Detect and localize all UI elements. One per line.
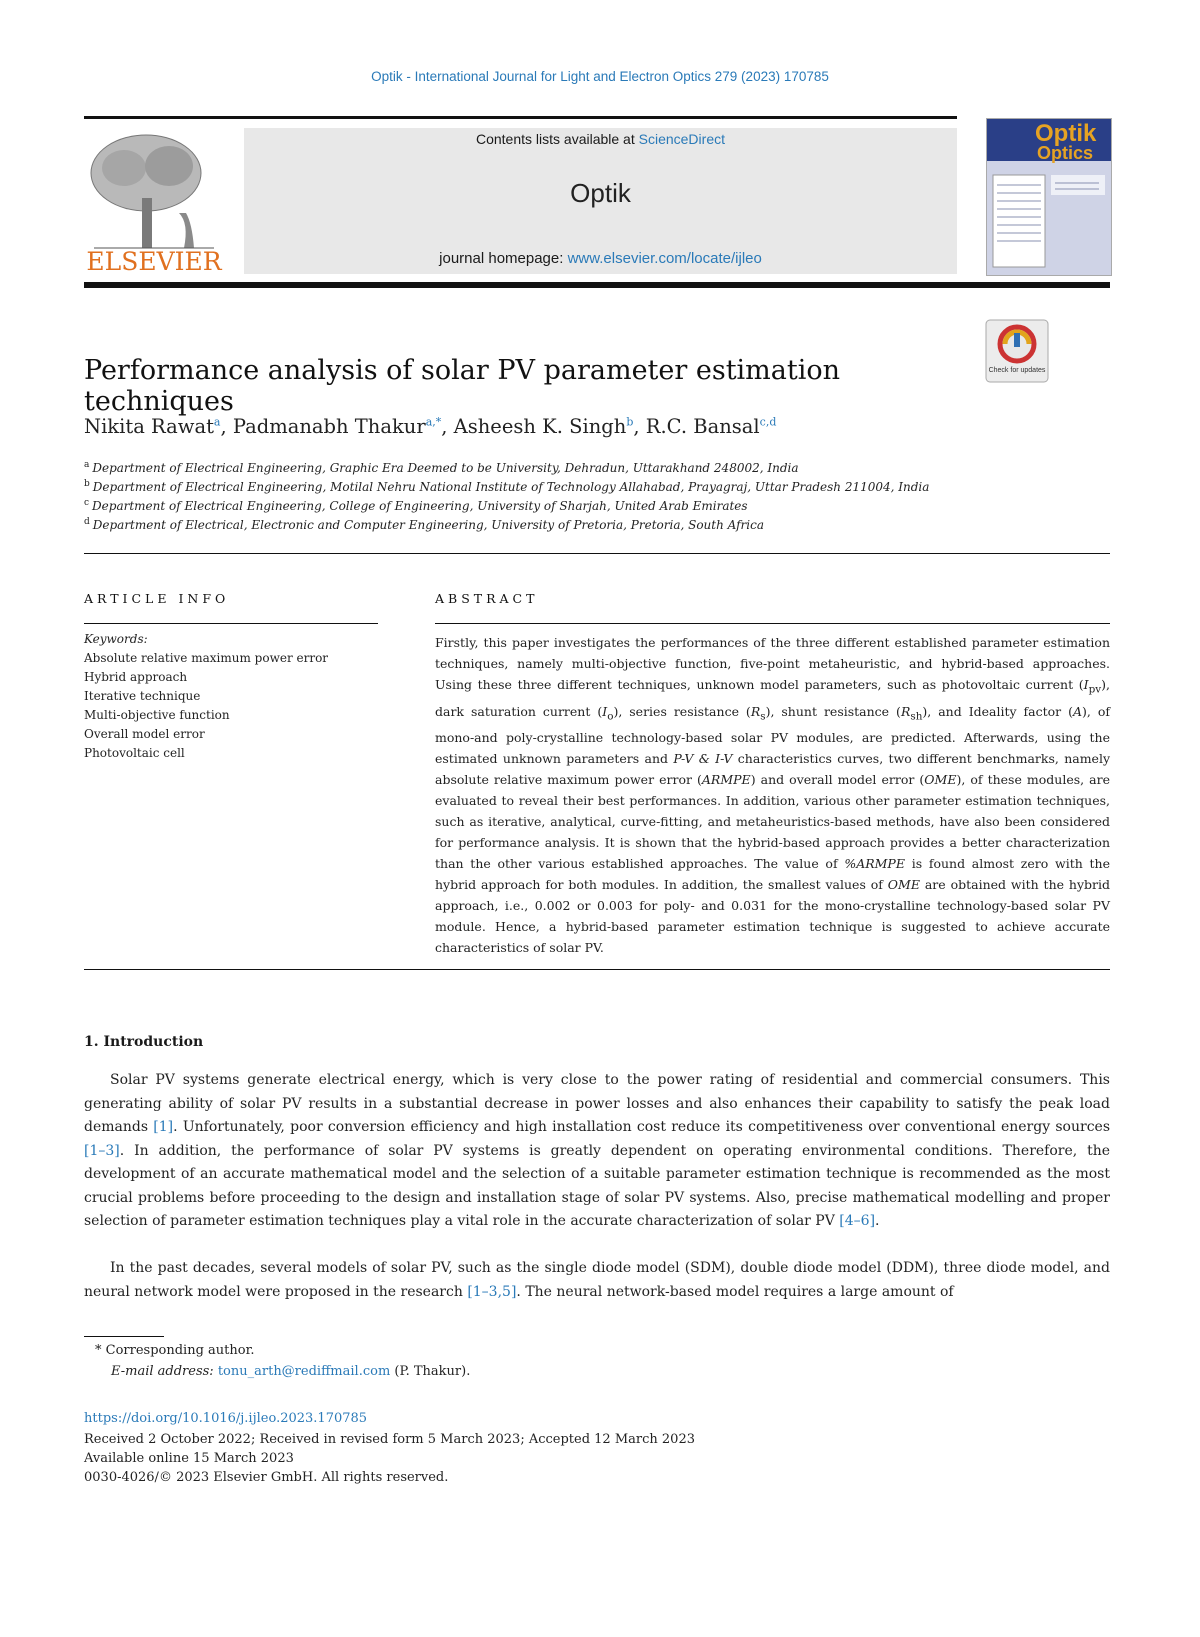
sciencedirect-link[interactable]: ScienceDirect <box>638 131 725 147</box>
keyword: Photovoltaic cell <box>84 746 185 760</box>
abstract-heading: ABSTRACT <box>435 591 539 606</box>
header-rule-bottom <box>84 282 1110 288</box>
keywords-label: Keywords: <box>84 632 148 646</box>
affiliation-mark: c <box>84 498 90 508</box>
divider <box>84 969 1110 970</box>
affiliation <box>84 498 748 513</box>
email-link[interactable]: tonu_arth@rediffmail.com <box>217 1364 391 1379</box>
badge-text: Check for updates <box>988 367 1046 374</box>
divider <box>84 553 1110 554</box>
affiliation-text: Department of Electrical Engineering, Motilal Nehru National Institute of Technology Allahabad, Prayagraj, Uttar Pradesh 211004, India <box>92 480 930 494</box>
doi-line <box>84 1411 367 1426</box>
journal-title: Optik <box>570 178 631 208</box>
footnote-rule <box>84 1336 164 1337</box>
homepage-prefix: journal homepage: <box>439 250 568 267</box>
available-line: Available online 15 March 2023 <box>84 1451 294 1466</box>
keyword: Overall model error <box>84 727 205 741</box>
received-line: Received 2 October 2022; Received in revised form 5 March 2023; Accepted 12 March 2023 <box>84 1432 695 1447</box>
author-list: Nikita Rawat$^a$, Padmanabh Thakur$^{a,*}$, Asheesh K. Singh$^b$, R.C. Bansal$^{c,d}$ <box>84 415 777 438</box>
intro-paragraph: Solar PV systems generate electrical energy, which is very close to the power rating of residential and commercial consumers. This generating ability of solar PV results in a substantial decrease in power losses and also enhances their capability to satisfy the peak load demands [1]. Unfortunately, poor conversion efficiency and high installation cost reduce its competitiveness over conventional energy sources [1–3]. In addition, the performance of solar PV systems is greatly dependent on operating environmental conditions. Therefore, the development of an accurate mathematical model and the selection of a suitable parameter estimation technique is recommended as the most crucial problems before proceeding to the design and installation stage of solar PV systems. Also, precise mathematical modelling and proper selection of parameter estimation techniques play a vital role in the accurate characterization of solar PV [4–6]. <box>84 1072 1110 1229</box>
keyword: Multi-objective function <box>84 708 230 722</box>
citation-link[interactable]: [1–3] <box>84 1142 120 1159</box>
copyright-line: 0030-4026/© 2023 Elsevier GmbH. All rights reserved. <box>84 1470 449 1485</box>
author-sup[interactable]: a,* <box>425 415 442 429</box>
contents-line <box>244 131 957 147</box>
affiliation <box>84 517 764 532</box>
affiliation-mark: d <box>84 517 90 527</box>
affiliation-text: Department of Electrical, Electronic and Computer Engineering, University of Pretoria, Pretoria, South Africa <box>92 518 764 532</box>
elsevier-logo <box>84 128 224 276</box>
email-after: (P. Thakur). <box>390 1364 471 1379</box>
intro-paragraph: In the past decades, several models of solar PV, such as the single diode model (SDM), double diode model (DDM), three diode model, and neural network model were proposed in the research [1–3,5]. The neural network-based model requires a large amount of <box>84 1260 1110 1300</box>
citation-link[interactable]: [4–6] <box>839 1213 876 1229</box>
affiliation-text: Department of Electrical Engineering, Graphic Era Deemed to be University, Dehradun, Uttarakhand 248002, India <box>92 461 799 475</box>
divider <box>435 623 1110 624</box>
section-heading: 1. Introduction <box>84 1034 204 1050</box>
author-name[interactable]: Padmanabh Thakur <box>232 415 426 438</box>
affiliation-mark: a <box>84 460 90 470</box>
affiliation-text: Department of Electrical Engineering, College of Engineering, University of Sharjah, United Arab Emirates <box>92 499 748 513</box>
author-name[interactable]: Nikita Rawat <box>84 415 214 438</box>
email-note <box>111 1364 470 1379</box>
corresponding-note: * Corresponding author. <box>95 1343 255 1358</box>
author-sup[interactable]: b <box>626 415 634 429</box>
author-name[interactable]: Asheesh K. Singh <box>453 415 627 438</box>
check-for-updates-badge[interactable] <box>985 319 1049 383</box>
cover-title: Optik <box>1035 120 1097 147</box>
author-sup[interactable]: c,d <box>759 415 777 429</box>
homepage-link[interactable]: www.elsevier.com/locate/ijleo <box>567 250 762 267</box>
email-label: E-mail address: <box>111 1364 214 1379</box>
cover-subtitle: Optics <box>1037 143 1094 163</box>
keyword: Absolute relative maximum power error <box>84 651 329 665</box>
header-rule-top <box>84 116 957 119</box>
corresponding-text: Corresponding author. <box>105 1343 255 1358</box>
publisher-wordmark: ELSEVIER <box>86 247 222 276</box>
article-title: Performance analysis of solar PV parameter estimation techniques <box>84 355 841 417</box>
citation-link[interactable]: [1] <box>153 1119 174 1135</box>
homepage-line <box>244 250 957 267</box>
divider <box>84 623 378 624</box>
affiliation-mark: b <box>84 479 90 489</box>
keyword: Hybrid approach <box>84 670 188 684</box>
abstract-text: Firstly, this paper investigates the performances of the three different established parameter estimation techniques, namely multi-objective function, five-point metaheuristic, and hybrid-based approaches. Using these three different techniques, unknown model parameters, such as photovoltaic current $(I_{pv})$, dark saturation current $(I_o)$, series resistance $(R_s)$, shunt resistance $(R_{sh})$, and Ideality factor (A), of mono-and poly-crystalline technology-based solar PV modules, are predicted. Afterwards, using the estimated unknown parameters and P-V & I-V characteristics curves, two different benchmarks, namely absolute relative maximum power error (ARMPE) and overall model error (OME), of these modules, are evaluated to reveal their best performances. In addition, various other parameter estimation techniques, such as iterative, analytical, curve-fitting, and metaheuristics-based methods, have also been considered for performance analysis. It is shown that the hybrid-based approach provides a better characterization than the other various established approaches. The value of %ARMPE is found almost zero with the hybrid approach for both modules. In addition, the smallest values of OME are obtained with the hybrid approach, i.e., 0.002 or 0.003 for poly- and 0.031 for the mono-crystalline technology-based solar PV module. Hence, a hybrid-based parameter estimation technique is suggested to achieve accurate characteristics of solar PV. <box>435 635 1111 955</box>
keyword: Iterative technique <box>84 689 201 703</box>
citation-link[interactable]: [1–3,5] <box>467 1283 517 1300</box>
affiliation <box>84 479 929 494</box>
author-name[interactable]: R.C. Bansal <box>645 415 760 438</box>
affiliation <box>84 460 799 475</box>
keywords-block <box>84 630 328 763</box>
article-info-heading: ARTICLE INFO <box>84 591 230 606</box>
contents-prefix: Contents lists available at <box>475 131 639 147</box>
author-sup[interactable]: a <box>213 415 221 429</box>
journal-citation-link[interactable]: Optik - International Journal for Light and Electron Optics 279 (2023) 170785 <box>371 69 829 84</box>
doi-link[interactable]: https://doi.org/10.1016/j.ijleo.2023.170785 <box>84 1411 368 1426</box>
journal-cover-image[interactable] <box>986 118 1112 276</box>
